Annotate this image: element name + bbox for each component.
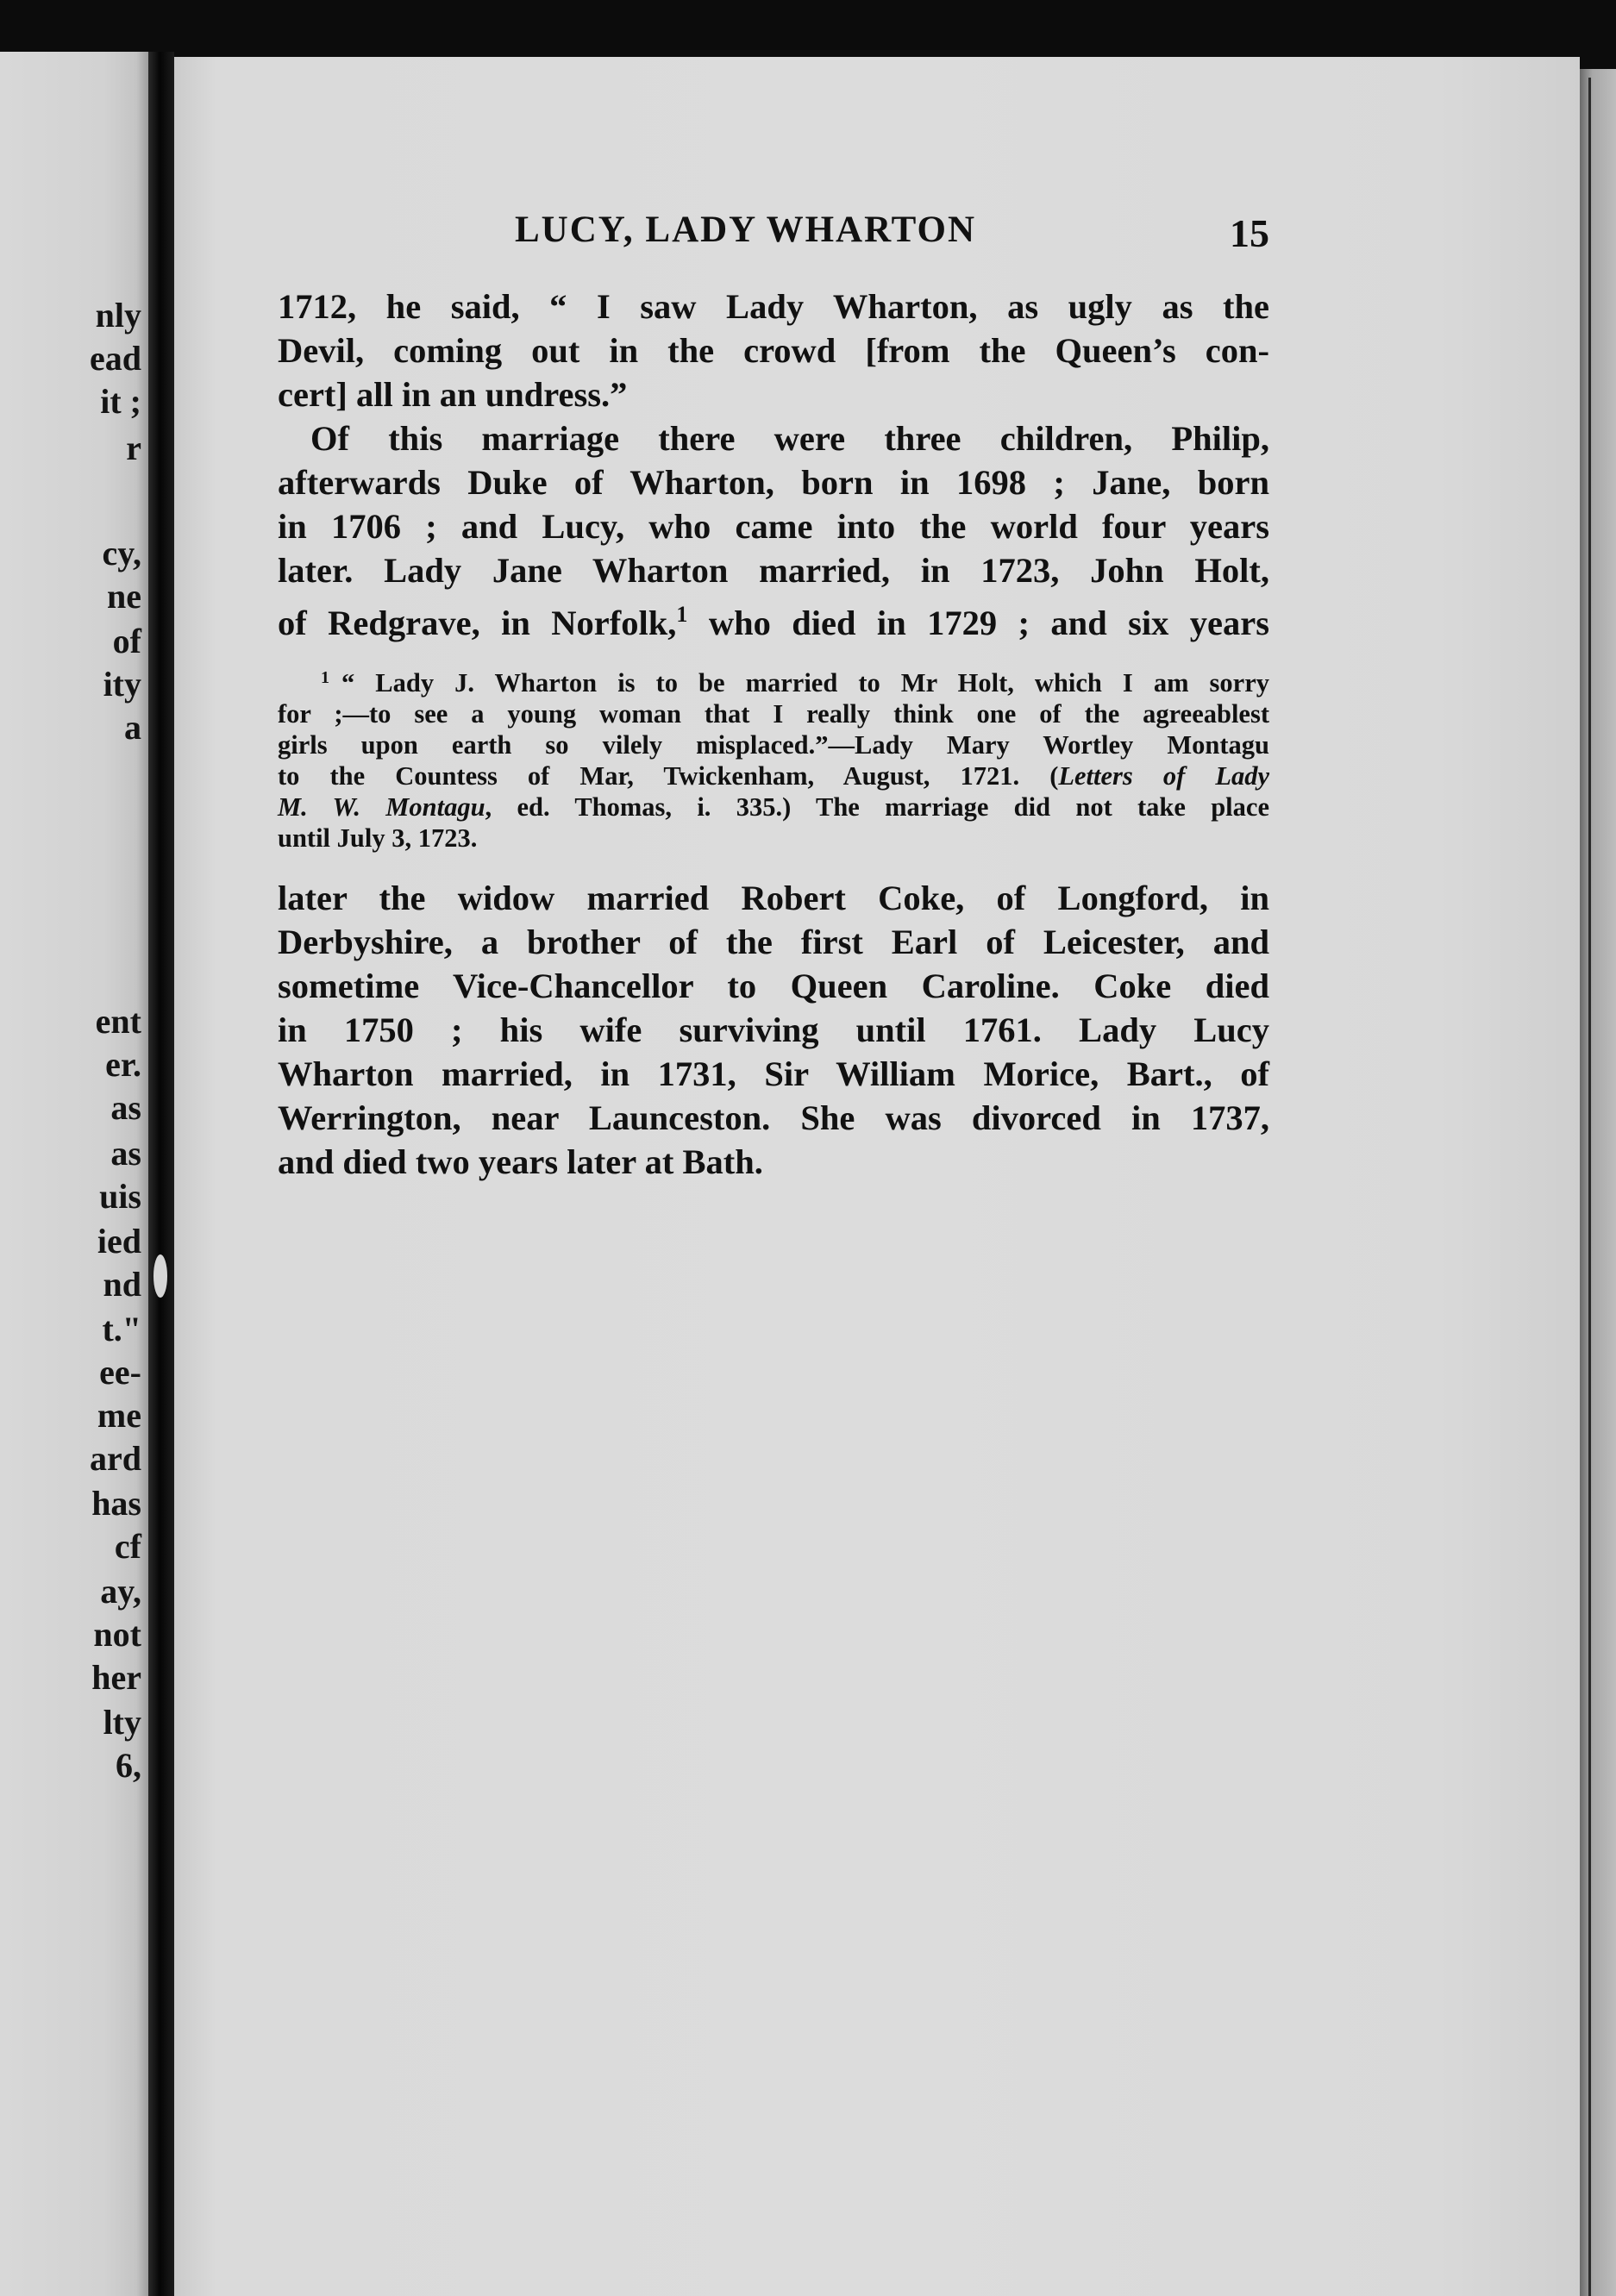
left-page-fragment: 6, (116, 1746, 141, 1785)
left-page-fragment: nd (103, 1265, 141, 1304)
footnote-line (278, 760, 1269, 791)
left-page-fragment: as (110, 1088, 141, 1127)
paragraph-2 (278, 416, 1269, 645)
book-gutter (148, 52, 174, 2296)
text-line: Of this marriage there were three children, Philip, (310, 419, 1269, 458)
left-page-fragment: not (93, 1615, 141, 1654)
footnote-marker: 1 (321, 668, 329, 687)
page-content (278, 209, 1269, 1184)
text-line: Derbyshire, a brother of the first Earl of Leicester, and (278, 923, 1269, 961)
footnote-text: “ Lady J. Wharton is to be married to Mr Holt, which I am sorry (341, 668, 1269, 698)
text-line: 1712, he said, “ I saw Lady Wharton, as ugly as the (278, 287, 1269, 326)
left-page-fragment: ity (103, 665, 141, 704)
text-segment: of Redgrave, in Norfolk, (278, 604, 677, 642)
footnote-reference: 1 (676, 602, 688, 627)
footnote-text: to the Countess of Mar, Twickenham, August, 1721. ( (278, 761, 1059, 791)
footnote-line: girls upon earth so vilely misplaced.”—Lady Mary Wortley Montagu (278, 730, 1269, 760)
running-head (278, 209, 1269, 260)
text-line: sometime Vice-Chancellor to Queen Caroline. Coke died (278, 967, 1269, 1005)
footnote-line: until July 3, 1723. (278, 823, 478, 853)
gutter-light-spot (153, 1254, 167, 1298)
text-line: Wharton married, in 1731, Sir William Morice, Bart., of (278, 1054, 1269, 1093)
text-line: later. Lady Jane Wharton married, in 1723, John Holt, (278, 551, 1269, 590)
left-page-fragment: er. (105, 1045, 141, 1084)
left-page-fragment: cy, (102, 534, 141, 572)
text-line: in 1750 ; his wife surviving until 1761. Lady Lucy (278, 1010, 1269, 1049)
text-segment: who died in 1729 ; and six years (708, 604, 1269, 642)
text-line: later the widow married Robert Coke, of Longford, in (278, 879, 1269, 917)
left-page-fragment: me (97, 1396, 141, 1435)
page-number: 15 (1230, 211, 1269, 255)
left-page-fragment: a (124, 708, 141, 747)
text-line: afterwards Duke of Wharton, born in 1698 ; Jane, born (278, 463, 1269, 502)
left-page-fragment: her (91, 1658, 141, 1697)
footnote-line (278, 791, 1269, 823)
left-page-fragment: cf (114, 1527, 141, 1566)
left-page-fragment: ied (97, 1222, 141, 1261)
left-page-fragment: has (91, 1484, 141, 1523)
text-line: Devil, coming out in the crowd [from the Queen’s con- (278, 331, 1269, 370)
text-line: and died two years later at Bath. (278, 1142, 763, 1181)
footnote-citation-title: M. W. Montagu (278, 792, 485, 822)
left-page-fragment: uis (99, 1177, 141, 1216)
left-page-fragment: ent (95, 1002, 141, 1041)
left-facing-page (0, 52, 148, 2296)
page-edge-line (1588, 78, 1591, 2296)
page-right-edge (1580, 69, 1616, 2296)
left-page-fragment: r (126, 429, 141, 467)
left-page-fragment: ay, (100, 1572, 141, 1611)
footnote-line (278, 662, 1269, 698)
left-page-fragment: it ; (100, 382, 141, 421)
paragraph-3 (278, 876, 1269, 1184)
left-page-fragment: nly (95, 296, 141, 335)
text-line-with-footnote-ref (278, 592, 1269, 645)
left-page-fragment: ne (107, 577, 141, 616)
footnote-citation-title: Letters of Lady (1058, 761, 1270, 791)
text-line: Werrington, near Launceston. She was divorced in 1737, (278, 1098, 1269, 1137)
footnote-text: , ed. Thomas, i. 335.) The marriage did not take place (485, 792, 1269, 822)
paragraph-1 (278, 285, 1269, 416)
footnote-line: for ;—to see a young woman that I really think one of the agreeablest (278, 699, 1269, 729)
left-page-fragment: of (112, 622, 141, 660)
left-page-fragment: ead (90, 339, 141, 378)
left-page-fragment: as (110, 1134, 141, 1173)
left-page-fragment: t." (102, 1310, 141, 1348)
text-line: in 1706 ; and Lucy, who came into the world four years (278, 507, 1269, 546)
running-head-title: LUCY, LADY WHARTON (515, 210, 977, 250)
text-line: cert] all in an undress.” (278, 375, 628, 414)
page-15 (174, 57, 1580, 2296)
left-page-fragment: ee- (99, 1353, 141, 1392)
left-page-fragment: ard (90, 1439, 141, 1478)
footnote (278, 662, 1269, 854)
left-page-fragment: lty (103, 1703, 141, 1742)
